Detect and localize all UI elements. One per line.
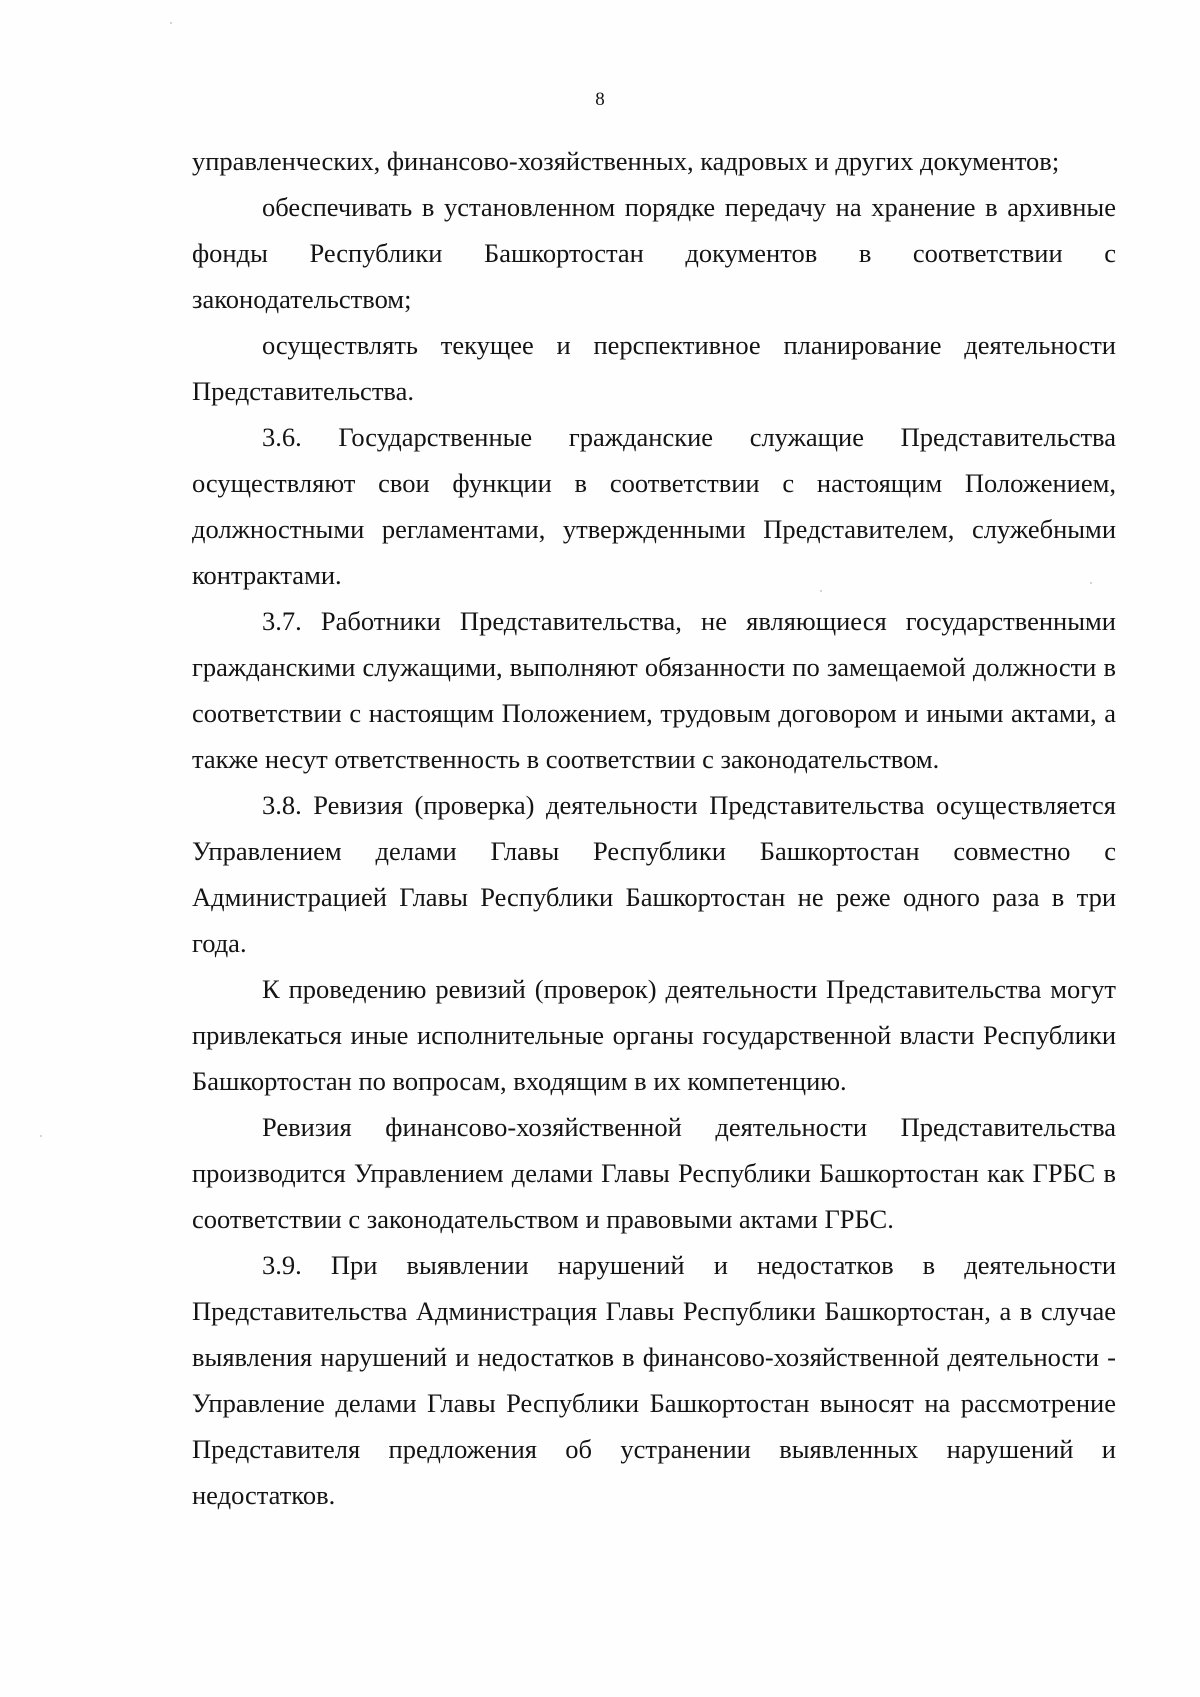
paragraph-audit-participants: К проведению ревизий (проверок) деятельности Представительства могут привлекаться иные исполнительные органы государственной власти Республики Башкортостан по вопросам, входящим в их компетенцию. — [192, 974, 1116, 1096]
paragraph-3-8-audit: 3.8. Ревизия (проверка) деятельности Представительства осуществляется Управлением делами Главы Республики Башкортостан совместно с Администрацией Главы Республики Башкортостан не реже одного раза в три года. — [192, 790, 1116, 958]
paragraph-3-6-civil-servants: 3.6. Государственные гражданские служащие Представительства осуществляют свои функции в соответствии с настоящим Положением, должностными регламентами, утвержденными Представителем, служебными контрактами. — [192, 422, 1116, 590]
document-body — [192, 138, 1116, 1518]
paragraph-planning: осуществлять текущее и перспективное планирование деятельности Представительства. — [192, 330, 1116, 406]
page-number: 8 — [595, 89, 605, 110]
scan-speck — [1090, 582, 1092, 584]
paragraph-financial-audit: Ревизия финансово-хозяйственной деятельности Представительства производится Управлением делами Главы Республики Башкортостан как ГРБС в соответствии с законодательством и правовыми актами ГРБС. — [192, 1112, 1116, 1234]
paragraph-documents-list-end: управленческих, финансово-хозяйственных, кадровых и других документов; — [192, 146, 1060, 176]
paragraph-archive-transfer: обеспечивать в установленном порядке передачу на хранение в архивные фонды Республики Башкортостан документов в соответствии с законодательством; — [192, 192, 1116, 314]
scan-speck — [820, 590, 822, 592]
paragraph-3-9-violations: 3.9. При выявлении нарушений и недостатков в деятельности Представительства Администрация Главы Республики Башкортостан, а в случае выявления нарушений и недостатков в финансово-хозяйственной деятельности - Управление делами Главы Республики Башкортостан выносят на рассмотрение Представителя предложения об устранении выявленных нарушений и недостатков. — [192, 1250, 1116, 1510]
scan-speck — [40, 1135, 42, 1137]
scan-speck — [170, 22, 172, 24]
paragraph-3-7-employees: 3.7. Работники Представительства, не являющиеся государственными гражданскими служащими, выполняют обязанности по замещаемой должности в соответствии с настоящим Положением, трудовым договором и иными актами, а также несут ответственность в соответствии с законодательством. — [192, 606, 1116, 774]
